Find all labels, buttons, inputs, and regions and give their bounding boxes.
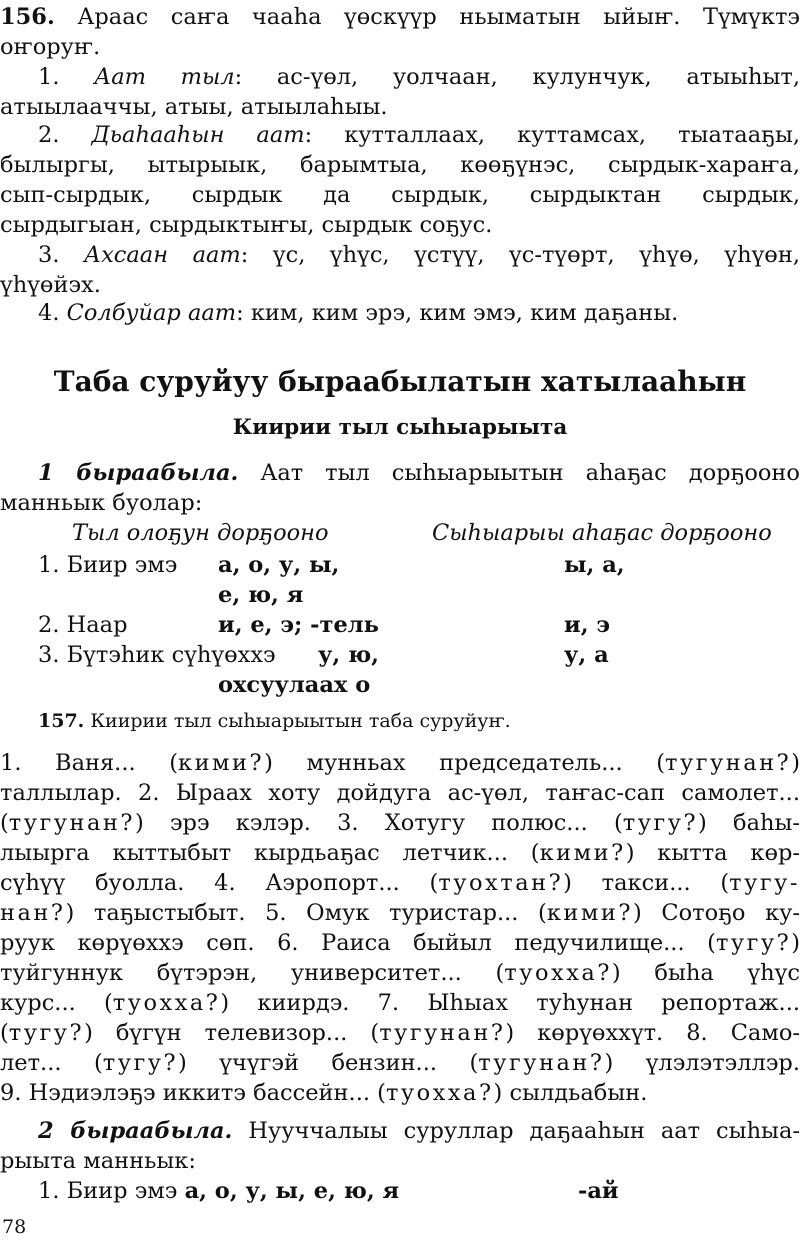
text-line xyxy=(0,898,800,928)
text-line xyxy=(0,928,800,958)
exercise-text: ) киирдэ. 7. Ыһыах туһунан репортаж... xyxy=(220,990,800,1016)
page-number: 78 xyxy=(2,1216,27,1238)
exercise-text: ) кытта көр- xyxy=(625,840,800,866)
item-term: Аат тыл xyxy=(94,64,235,90)
rule-2-row xyxy=(38,1176,399,1206)
item-text: : ас-үөл, уолчаан, кулунчук, атыыһыт, xyxy=(234,64,800,90)
text-line xyxy=(0,706,800,736)
table-row-suffix: -ай xyxy=(578,1178,619,1204)
question-word: туохха? xyxy=(112,990,221,1016)
text-line: атыылааччы, атыы, атыылаһыы. xyxy=(0,94,388,120)
text-line xyxy=(0,62,800,92)
exercise-text: ) бүгүн телевизор... ( xyxy=(84,1020,380,1046)
item-4 xyxy=(0,298,800,328)
rule-title: 1 быраабыла. xyxy=(38,460,239,486)
exercise-text: ) үчүгэй бензин... ( xyxy=(178,1050,479,1076)
section-subtitle: Киирии тыл сыһыарыыта xyxy=(232,415,568,440)
section-title: Таба суруйуу быраабылатын хатылааһын xyxy=(53,365,747,398)
exercise-text: сүһүү буолла. 4. Аэропорт... ( xyxy=(0,870,439,896)
exercise-text: ( xyxy=(0,1020,9,1046)
question-word: кими? xyxy=(539,840,626,866)
text-line xyxy=(0,868,800,898)
text-line: былыргы, ытырыык, барымтыа, көөҕүнэс, сырдык-хараҥа, xyxy=(0,152,800,178)
table-row-vowels: охсуулаах о xyxy=(218,672,371,698)
item-term: Дьаһааһын аат xyxy=(91,122,305,148)
question-word: туохха? xyxy=(385,1080,494,1106)
question-word: нан? xyxy=(0,900,66,926)
text-line xyxy=(0,838,800,868)
exercise-text: ) баһы- xyxy=(698,810,800,836)
table-row-vowels: е, ю, я xyxy=(218,582,304,608)
text-line xyxy=(0,240,800,270)
item-label: 3. xyxy=(38,242,60,268)
item-1 xyxy=(0,62,800,122)
text-line xyxy=(0,1048,800,1078)
exercise-text: таллылар. 2. Ыраах хоту дойдуга ас-үөл, таҥас-сап самолет... xyxy=(0,780,800,806)
text-line xyxy=(0,808,800,838)
exercise-text: ) үлэлэтэллэр. xyxy=(604,1050,800,1076)
exercise-text: курс... ( xyxy=(0,990,113,1016)
text-line xyxy=(0,748,800,778)
text-line xyxy=(0,120,800,150)
text-line: рыыта манньык: xyxy=(0,1148,196,1174)
text-line: манньык буолар: xyxy=(0,490,203,516)
exercise-number: 157. xyxy=(38,710,85,732)
table-row-vowels: и, е, э; -тель xyxy=(218,612,379,638)
text-line xyxy=(0,1078,800,1108)
exercise-text: лет... ( xyxy=(0,1050,103,1076)
text-line: сып-сырдык, сырдык да сырдык, сырдыктан сырдык, xyxy=(0,182,800,208)
rule-title: 2 быраабыла. xyxy=(38,1118,233,1144)
exercise-number: 156. xyxy=(0,4,55,30)
item-3 xyxy=(0,240,800,300)
text-line: үһүөйэх. xyxy=(0,272,101,298)
rule-text: Нууччалыы суруллар даҕааһын аат сыһыа- xyxy=(232,1118,800,1144)
item-text: : ким, ким эрэ, ким эмэ, ким даҕаны. xyxy=(236,300,679,326)
table-row-label: 3. Бүтэһик сүһүөххэ xyxy=(38,642,276,668)
exercise-156 xyxy=(0,2,800,62)
rule-2 xyxy=(0,1116,800,1176)
table-row-vowels: а, о, у, ы, xyxy=(218,552,340,578)
text-line xyxy=(0,298,800,328)
exercise-text: туйгуннук бүтэрэн, университет... ( xyxy=(0,960,505,986)
exercise-157-body xyxy=(0,748,800,1108)
table-row-vowels: у, ю, xyxy=(318,642,379,668)
table-row-label: 1. Биир эмэ xyxy=(38,552,178,578)
item-term: Солбуйар аат xyxy=(66,300,237,326)
exercise-text: ( xyxy=(0,810,9,836)
item-term: Ахсаан аат xyxy=(84,242,241,268)
table-row-suffix: у, а xyxy=(564,642,609,668)
question-word: тугу- xyxy=(729,870,800,896)
exercise-text: ) xyxy=(791,930,800,956)
item-label: 2. xyxy=(38,122,60,148)
table-row-label: 2. Наар xyxy=(38,612,128,638)
question-word: тугу? xyxy=(715,930,792,956)
table-header-left: Тыл олоҕун дорҕооно xyxy=(72,520,329,546)
question-word: тугу? xyxy=(8,1020,85,1046)
question-word: тугунан? xyxy=(665,750,792,776)
table-row-suffix: ы, а, xyxy=(564,552,625,578)
exercise-text: 9. Нэдиэлэҕэ иккитэ бассейн... ( xyxy=(0,1080,386,1106)
exercise-text: ) такси... ( xyxy=(563,870,730,896)
exercise-text: ) эрэ кэлэр. 3. Хотугу полюс... ( xyxy=(134,810,623,836)
exercise-text: ) Сотоҕо ку- xyxy=(632,900,800,926)
exercise-instruction: Араас саҥа чааһа үөскүүр ньыматын ыйыҥ. Түмүктэ xyxy=(77,4,800,30)
text-line xyxy=(0,988,800,1018)
text-line: сырдыгыан, сырдыктыҥы, сырдык соҕус. xyxy=(0,212,493,238)
table-row-label: 1. Биир эмэ xyxy=(38,1178,185,1204)
item-label: 4. xyxy=(38,300,60,326)
question-word: тугунан? xyxy=(8,810,135,836)
text-line: оҥоруҥ. xyxy=(0,34,101,60)
question-word: туохха? xyxy=(504,960,612,986)
rule-text: Аат тыл сыһыарыытын аһаҕас дорҕооно xyxy=(238,460,800,486)
item-label: 1. xyxy=(38,64,60,90)
item-text: : кутталлаах, куттамсах, тыатааҕы, xyxy=(304,122,800,148)
exercise-text: лыырга кыттыбыт кырдьаҕас летчик... ( xyxy=(0,840,540,866)
exercise-text: ) таҕыстыбыт. 5. Омук туристар... ( xyxy=(65,900,547,926)
exercise-text: ) xyxy=(791,750,800,776)
question-word: тугу? xyxy=(102,1050,179,1076)
exercise-text: руук көрүөххэ сөп. 6. Раиса быйыл педучилище... ( xyxy=(0,930,716,956)
table-row-suffix: и, э xyxy=(564,612,611,638)
exercise-text: ) быһа үһүс xyxy=(611,960,800,986)
question-word: туохтан? xyxy=(438,870,564,896)
exercise-text: ) көрүөххүт. 8. Само- xyxy=(505,1020,800,1046)
text-line xyxy=(0,778,800,808)
exercise-text: 1. Ваня... ( xyxy=(0,750,178,776)
question-word: тугу? xyxy=(622,810,699,836)
table-row-vowels: а, о, у, ы, е, ю, я xyxy=(184,1178,400,1204)
exercise-157-title xyxy=(0,706,800,736)
exercise-text: ) мунньах председатель... ( xyxy=(264,750,666,776)
rule-1 xyxy=(0,458,800,518)
item-text: : үс, үһүс, үстүү, үс-түөрт, үһүө, үһүөн, xyxy=(240,242,800,268)
text-line xyxy=(0,1018,800,1048)
question-word: тугунан? xyxy=(478,1050,605,1076)
question-word: тугунан? xyxy=(379,1020,506,1046)
table-header-right: Сыһыарыы аһаҕас дорҕооно xyxy=(432,520,772,546)
text-line xyxy=(0,958,800,988)
exercise-instruction: Киирии тыл сыһыарыытын таба суруйуҥ. xyxy=(84,710,511,732)
text-line xyxy=(0,2,800,32)
text-line xyxy=(0,458,800,488)
exercise-text: ) сылдьабын. xyxy=(493,1080,648,1106)
text-line xyxy=(0,1116,800,1146)
question-word: кими? xyxy=(178,750,265,776)
question-word: кими? xyxy=(546,900,633,926)
item-2 xyxy=(0,120,800,240)
